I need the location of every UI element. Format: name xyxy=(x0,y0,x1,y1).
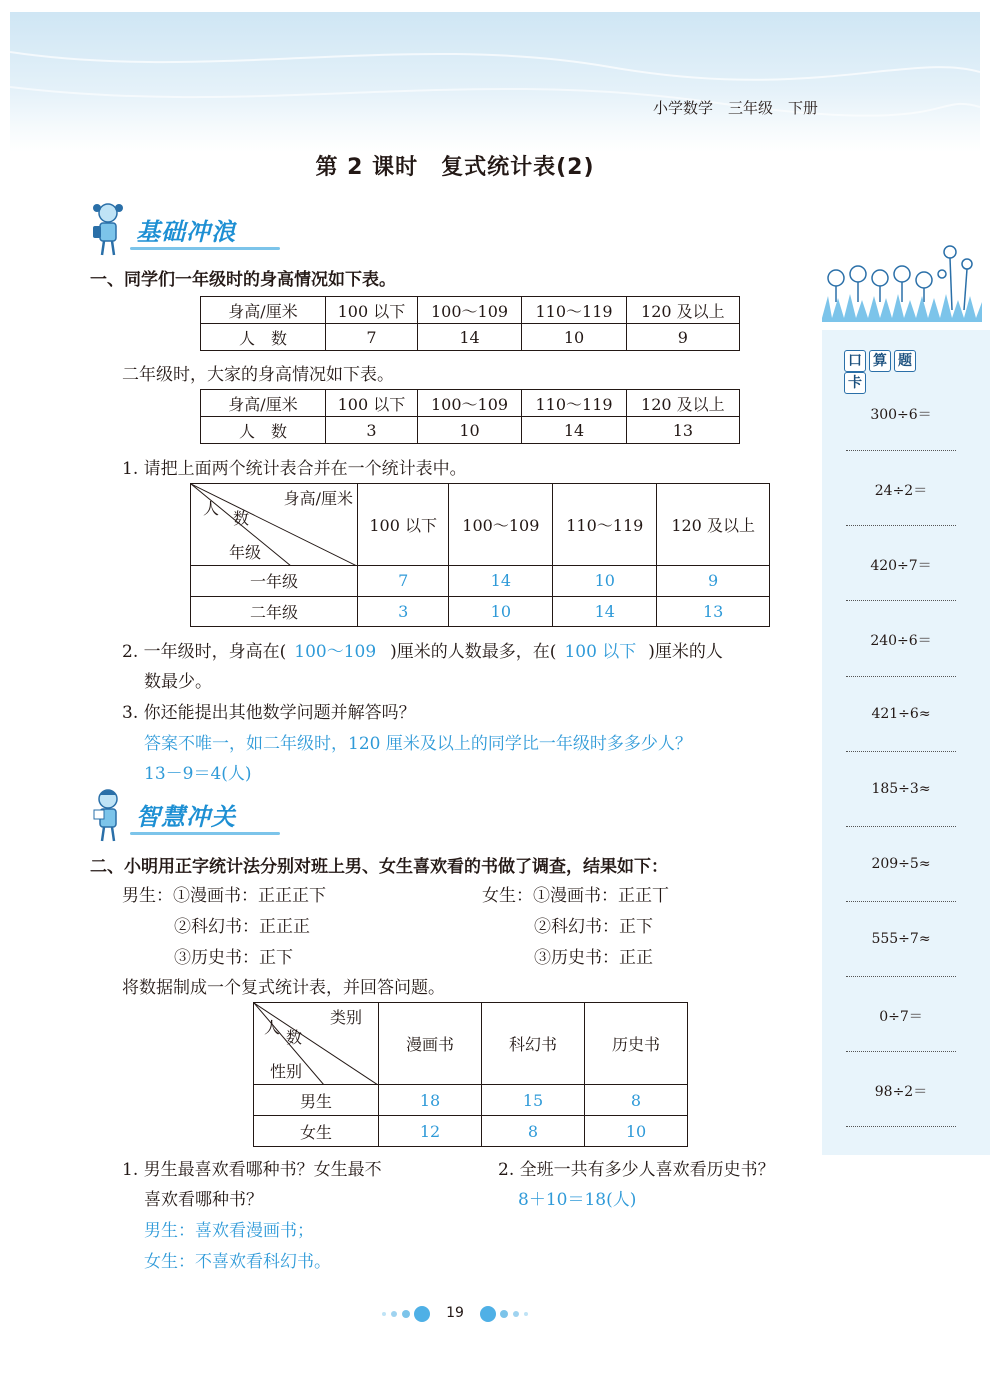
table-header-cell: 科幻书 xyxy=(482,1003,585,1085)
table-row-label: 人 数 xyxy=(201,324,326,351)
diag-label-top: 身高/厘米 xyxy=(283,489,353,508)
q1-sub1: 1. 请把上面两个统计表合并在一个统计表中。 xyxy=(122,459,467,479)
table-cell: 9 xyxy=(626,324,739,351)
answer-cell: 14 xyxy=(449,566,553,597)
girls-tally-2: ②科幻书：正下 xyxy=(534,917,653,937)
table-header-cell: 110～119 xyxy=(522,390,626,417)
table-header-cell: 110～119 xyxy=(553,484,657,566)
header-band xyxy=(10,12,980,152)
boys-tally-1: 男生：①漫画书：正正正下 xyxy=(122,886,326,906)
oral-item: 209÷5≈ xyxy=(871,856,931,872)
table-cell: 3 xyxy=(326,417,418,444)
boys-tally-2: ②科幻书：正正正 xyxy=(174,917,310,937)
diag-label-mid1: 人 xyxy=(203,499,220,518)
oral-card-sidebar xyxy=(822,330,990,1155)
section-title-wisdom: 智慧冲关 xyxy=(136,803,236,831)
q1-sub3-answer-1: 答案不唯一，如二年级时，120 厘米及以上的同学比一年级时多多少人？ xyxy=(144,734,692,754)
section-title-basic: 基础冲浪 xyxy=(136,218,236,246)
oral-item: 420÷7＝ xyxy=(870,558,932,574)
q2-sub1-answer-1: 男生：喜欢看漫画书； xyxy=(144,1221,314,1241)
oral-item: 240÷6＝ xyxy=(870,633,932,649)
table-header-cell: 110～119 xyxy=(522,297,626,324)
girls-tally-1: 女生：①漫画书：正正丅 xyxy=(482,886,669,906)
table-header-cell: 100 以下 xyxy=(326,390,418,417)
boys-tally-3: ③历史书：正下 xyxy=(174,948,293,968)
table-header-cell: 120 及以上 xyxy=(626,297,739,324)
page-number: 19 xyxy=(446,1305,464,1321)
table-row-label: 一年级 xyxy=(191,566,358,597)
answer-line xyxy=(846,1051,956,1052)
diag-label-mid2: 数 xyxy=(233,509,250,528)
answer-line xyxy=(846,525,956,526)
answer-line xyxy=(846,901,956,902)
oral-item: 98÷2＝ xyxy=(874,1084,928,1100)
answer-cell: 10 xyxy=(585,1116,688,1147)
answer-line xyxy=(846,676,956,677)
table-cell: 10 xyxy=(522,324,626,351)
table-header-cell: 120 及以上 xyxy=(626,390,739,417)
fill-answer-2: 100 以下 xyxy=(564,642,637,662)
card-title-char: 口 xyxy=(844,350,866,372)
oral-item: 24÷2＝ xyxy=(874,483,928,499)
table-grade2-height xyxy=(200,389,740,444)
table-books-survey xyxy=(253,1002,688,1147)
answer-cell: 12 xyxy=(379,1116,482,1147)
answer-cell: 9 xyxy=(657,566,770,597)
diagonal-header-cell xyxy=(191,484,358,566)
section-underline xyxy=(130,832,280,835)
answer-cell: 8 xyxy=(585,1085,688,1116)
card-title-char: 卡 xyxy=(844,372,866,394)
card-title-char: 算 xyxy=(869,350,891,372)
answer-cell: 10 xyxy=(449,596,553,627)
table-row-label: 人 数 xyxy=(201,417,326,444)
oral-item: 0÷7＝ xyxy=(879,1009,923,1025)
table-header-cell: 100 以下 xyxy=(326,297,418,324)
table-cell: 14 xyxy=(522,417,626,444)
table-cell: 7 xyxy=(326,324,418,351)
answer-cell: 15 xyxy=(482,1085,585,1116)
diag-label-top: 类别 xyxy=(329,1008,362,1027)
diag-label-mid2: 数 xyxy=(286,1028,303,1047)
section-underline xyxy=(130,247,280,250)
table-header-cell: 100～109 xyxy=(449,484,553,566)
q1-sub2-part-b: )厘米的人数最多，在( xyxy=(390,642,557,662)
q2-sub1-line1: 1. 男生最喜欢看哪种书？女生最不 xyxy=(122,1160,382,1180)
fill-answer-1: 100～109 xyxy=(294,642,377,662)
answer-cell: 3 xyxy=(358,596,449,627)
answer-line xyxy=(846,1126,956,1127)
header-wave-decoration xyxy=(10,12,980,152)
girl-mascot-icon xyxy=(88,200,128,258)
table-cell: 14 xyxy=(417,324,521,351)
table-grade1-height xyxy=(200,296,740,351)
answer-cell: 13 xyxy=(657,596,770,627)
boy-mascot-icon xyxy=(88,786,128,844)
q2-sub2-answer: 8＋10＝18(人) xyxy=(518,1190,637,1210)
table-cell: 10 xyxy=(417,417,521,444)
oral-item: 185÷3≈ xyxy=(871,781,931,797)
table-header-cell: 身高/厘米 xyxy=(201,390,326,417)
answer-cell: 18 xyxy=(379,1085,482,1116)
table-combined-height xyxy=(190,483,770,627)
answer-line xyxy=(846,751,956,752)
answer-cell: 10 xyxy=(553,566,657,597)
series-label: 小学数学 三年级 下册 xyxy=(652,99,818,117)
q2-sub2-line1: 2. 全班一共有多少人喜欢看历史书？ xyxy=(498,1160,775,1180)
q1-sub2 xyxy=(122,637,723,662)
q2-sub1-answer-2: 女生：不喜欢看科幻书。 xyxy=(144,1252,331,1272)
q2-intro: 二、小明用正字统计法分别对班上男、女生喜欢看的书做了调查，结果如下： xyxy=(90,857,668,877)
q1-sub3: 3. 你还能提出其他数学问题并解答吗？ xyxy=(122,703,416,723)
oral-card-title xyxy=(844,350,942,391)
q1-intro: 一、同学们一年级时的身高情况如下表。 xyxy=(90,270,396,290)
oral-item: 300÷6＝ xyxy=(870,407,932,423)
diag-label-mid1: 人 xyxy=(264,1018,281,1037)
q1-mid-text: 二年级时，大家的身高情况如下表。 xyxy=(122,365,394,385)
answer-cell: 14 xyxy=(553,596,657,627)
oral-item: 421÷6≈ xyxy=(871,706,931,722)
card-title-char: 题 xyxy=(894,350,916,372)
oral-item: 555÷7≈ xyxy=(871,931,931,947)
table-row-label: 二年级 xyxy=(191,596,358,627)
diag-label-bottom: 年级 xyxy=(229,543,262,562)
table-header-cell: 100～109 xyxy=(417,390,521,417)
girls-tally-3: ③历史书：正正 xyxy=(534,948,653,968)
lesson-title: 第 2 课时 复式统计表(2) xyxy=(315,155,595,180)
answer-line xyxy=(846,600,956,601)
diagonal-header-cell xyxy=(254,1003,379,1085)
table-header-cell: 历史书 xyxy=(585,1003,688,1085)
table-header-cell: 漫画书 xyxy=(379,1003,482,1085)
table-row-label: 女生 xyxy=(254,1116,379,1147)
diag-label-bottom: 性别 xyxy=(270,1062,303,1081)
table-cell: 13 xyxy=(626,417,739,444)
q2-sub1-line2: 喜欢看哪种书？ xyxy=(144,1190,263,1210)
table-header-cell: 100 以下 xyxy=(358,484,449,566)
table-header-cell: 120 及以上 xyxy=(657,484,770,566)
q1-sub3-answer-2: 13－9＝4(人) xyxy=(144,764,252,784)
q2-instruction: 将数据制成一个复式统计表，并回答问题。 xyxy=(122,978,445,998)
table-row-label: 男生 xyxy=(254,1085,379,1116)
answer-line xyxy=(846,826,956,827)
kids-flowers-illustration xyxy=(822,222,982,322)
answer-line xyxy=(846,450,956,451)
q1-sub2-part-a: 2. 一年级时，身高在( xyxy=(122,642,287,662)
q1-sub2-part-c: )厘米的人 xyxy=(648,642,723,662)
answer-line xyxy=(846,976,956,977)
q1-sub2-cont: 数最少。 xyxy=(144,672,212,692)
answer-cell: 8 xyxy=(482,1116,585,1147)
table-header-cell: 身高/厘米 xyxy=(201,297,326,324)
table-header-cell: 100～109 xyxy=(417,297,521,324)
answer-cell: 7 xyxy=(358,566,449,597)
